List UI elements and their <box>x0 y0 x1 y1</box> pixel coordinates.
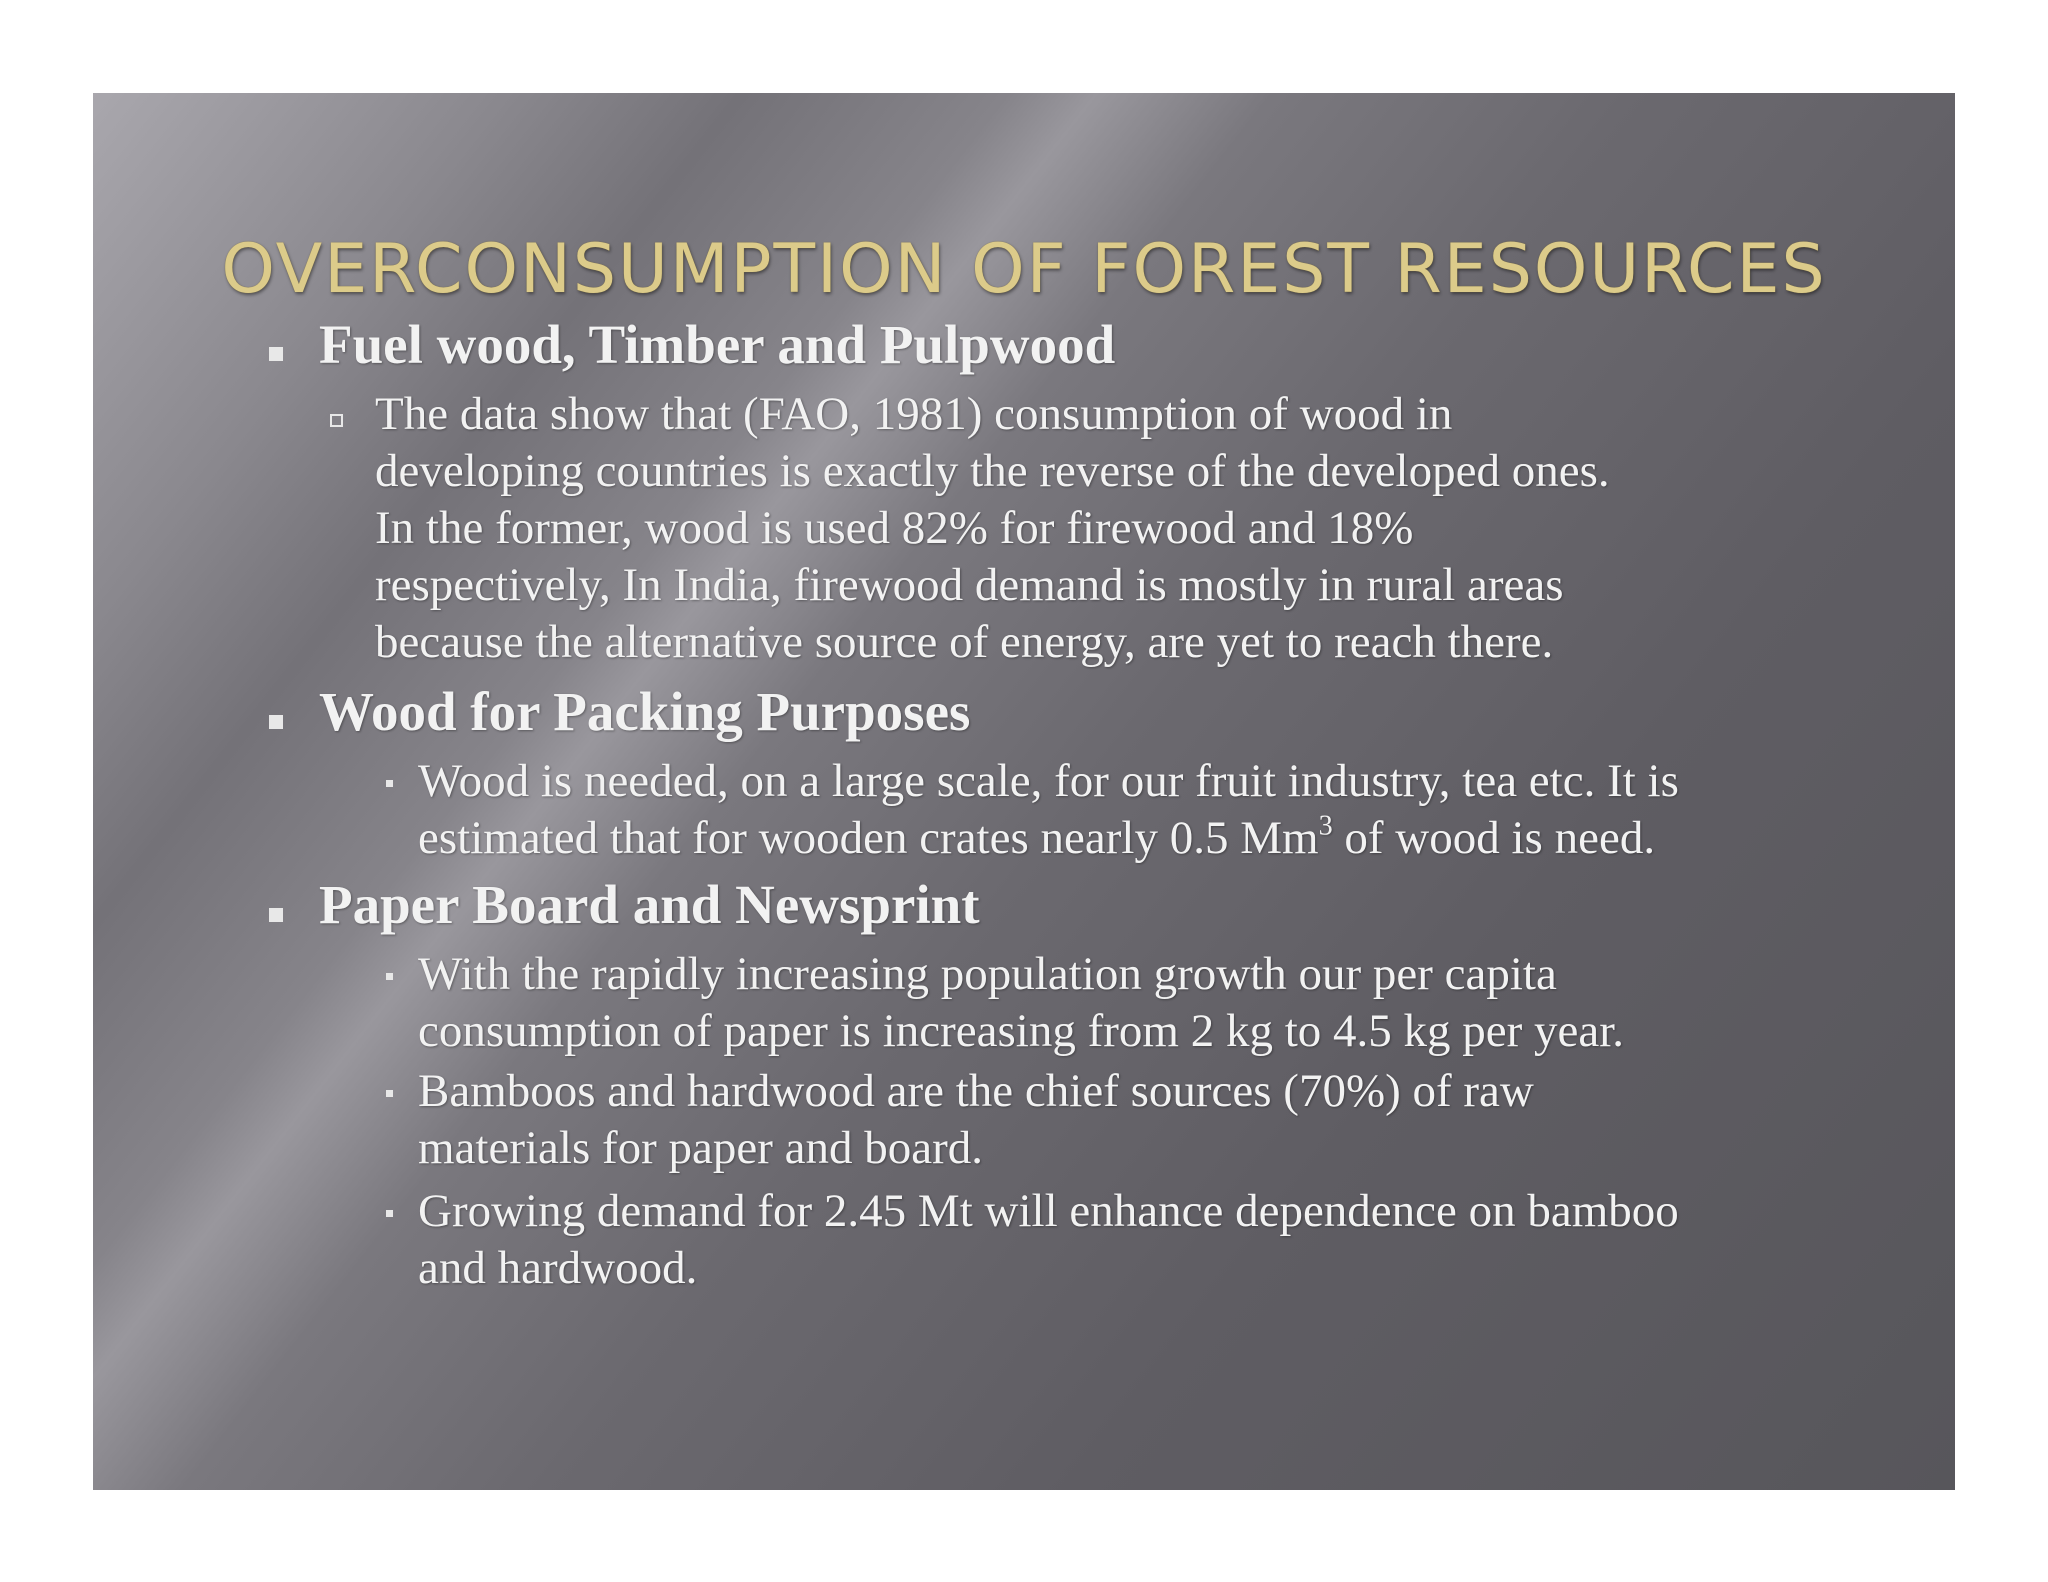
paragraph-line: consumption of paper is increasing from 2 kg to 4.5 kg per year. <box>418 1005 1625 1057</box>
small-square-bullet-icon <box>386 1090 393 1097</box>
paragraph-line: Bamboos and hardwood are the chief sources (70%) of raw <box>418 1065 1534 1117</box>
paragraph-line <box>418 810 1938 867</box>
paragraph-line: developing countries is exactly the reverse of the developed ones. <box>375 445 1610 497</box>
small-square-bullet-icon <box>386 780 393 787</box>
section-heading-fuel-wood: Fuel wood, Timber and Pulpwood <box>319 314 1116 375</box>
square-bullet-icon <box>269 908 283 922</box>
text-span: estimated that for wooden crates nearly 0.5 Mm <box>418 812 1319 864</box>
square-bullet-icon <box>269 347 283 361</box>
section-heading-paper: Paper Board and Newsprint <box>319 874 980 935</box>
small-square-bullet-icon <box>386 1210 393 1217</box>
slide-title: OVERCONSUMPTION OF FOREST RESOURCES <box>221 230 1827 309</box>
slide <box>93 93 1955 1490</box>
paragraph-line: In the former, wood is used 82% for firewood and 18% <box>375 502 1414 554</box>
paragraph-growing-demand <box>418 1183 1938 1297</box>
paragraph-packing-wood <box>418 753 1938 867</box>
square-bullet-icon <box>269 715 283 729</box>
paragraph-line: With the rapidly increasing population growth our per capita <box>418 948 1557 1000</box>
paragraph-line: respectively, In India, firewood demand is mostly in rural areas <box>375 559 1564 611</box>
paragraph-line: Wood is needed, on a large scale, for our fruit industry, tea etc. It is <box>418 755 1679 807</box>
paragraph-line: and hardwood. <box>418 1242 698 1294</box>
section-heading-packing: Wood for Packing Purposes <box>319 681 971 742</box>
paragraph-line: The data show that (FAO, 1981) consumption of wood in <box>375 388 1453 440</box>
superscript: 3 <box>1318 810 1333 842</box>
hollow-square-bullet-icon <box>330 414 343 427</box>
paragraph-raw-materials <box>418 1063 1938 1177</box>
paragraph-paper-consumption <box>418 946 1938 1060</box>
paragraph-line: because the alternative source of energy, are yet to reach there. <box>375 616 1554 668</box>
small-square-bullet-icon <box>386 973 393 980</box>
paragraph-line: Growing demand for 2.45 Mt will enhance dependence on bamboo <box>418 1185 1679 1237</box>
paragraph-line: materials for paper and board. <box>418 1122 984 1174</box>
paragraph-fao-consumption <box>375 386 1935 671</box>
text-span: of wood is need. <box>1332 812 1656 864</box>
